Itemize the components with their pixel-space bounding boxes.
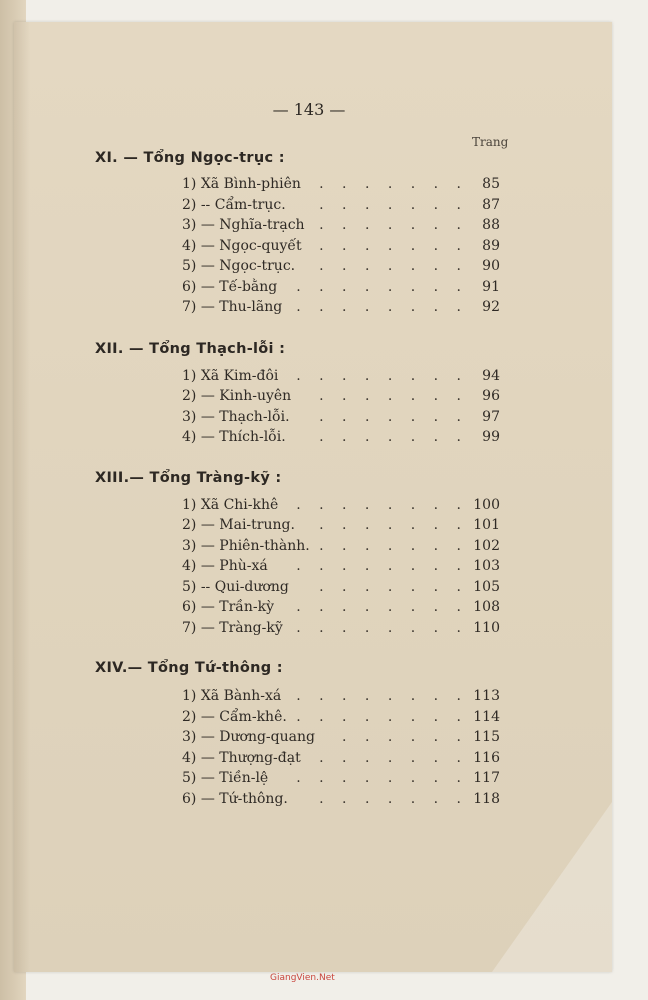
toc-entry [182,729,502,749]
toc-entry [182,299,502,319]
entry-label: 2) -- Cẩm-trục. [182,197,286,213]
watermark-link[interactable]: GiangVien.Net [270,973,335,983]
leader-dots: . . . . . . . [319,388,468,404]
toc-entry [182,599,502,619]
entry-label: 5) — Ngọc-trục. [182,258,296,274]
entry-page: 89 [482,238,500,254]
toc-entry [182,517,502,537]
toc-entry [182,558,502,578]
leader-dots: . . . . . . . [319,176,468,192]
entry-label: 5) — Tiền-lệ [182,770,269,786]
leader-dots: . . . . . . . [319,750,468,766]
section-heading-xiv: XIV.— Tổng Tứ-thông : [95,660,283,676]
page-number: — 143 — [272,100,346,119]
entry-page: 117 [473,770,500,786]
page-gutter-shadow [14,22,30,972]
entry-label: 7) — Thu-lãng [182,299,283,315]
page-column-label: Trang [472,135,509,149]
section-heading-xiii: XIII.— Tổng Tràng-kỹ : [95,470,282,486]
section-heading-xii: XII. — Tổng Thạch-lỗi : [95,341,286,357]
entry-label: 1) Xã Bình-phiên [182,176,301,192]
leader-dots: . . . . . . . . [296,770,468,786]
leader-dots: . . . . . . . . [296,368,468,384]
entry-page: 92 [482,299,500,315]
entry-page: 105 [473,579,500,595]
toc-entry [182,258,502,278]
leader-dots: . . . . . . . [319,258,468,274]
leader-dots: . . . . . . . . [296,620,468,636]
entry-label: 4) — Thích-lỗi. [182,429,286,445]
entry-page: 100 [473,497,500,513]
entry-page: 103 [473,558,500,574]
entry-page: 90 [482,258,500,274]
entry-page: 96 [482,388,500,404]
leader-dots: . . . . . . . . [296,709,468,725]
entry-label: 4) — Thượng-đạt [182,750,301,766]
toc-entry [182,238,502,258]
page-corner-fade [492,802,612,972]
leader-dots: . . . . . . . . [296,497,468,513]
leader-dots: . . . . . . . . [296,558,468,574]
leader-dots: . . . . . . . [319,238,468,254]
entry-label: 4) — Phù-xá [182,558,268,574]
leader-dots: . . . . . . . . [296,279,468,295]
toc-entry [182,791,502,811]
entry-label: 3) — Dương-quang [182,729,315,745]
entry-page: 85 [482,176,500,192]
toc-entry [182,620,502,640]
leader-dots: . . . . . . [342,729,468,745]
toc-entry [182,368,502,388]
entry-label: 6) — Tứ-thông. [182,791,288,807]
entry-page: 87 [482,197,500,213]
leader-dots: . . . . . . . . [296,688,468,704]
toc-entry [182,409,502,429]
toc-entry [182,750,502,770]
entry-page: 99 [482,429,500,445]
section-heading-xi: XI. — Tổng Ngọc-trục : [95,150,285,166]
leader-dots: . . . . . . . [319,579,468,595]
entry-label: 3) — Thạch-lỗi. [182,409,290,425]
leader-dots: . . . . . . . . [296,299,468,315]
entry-label: 6) — Trần-kỳ [182,599,275,615]
toc-entry [182,388,502,408]
toc-entry [182,217,502,237]
toc-entry [182,497,502,517]
leader-dots: . . . . . . . [319,217,468,233]
entry-label: 2) — Mai-trung. [182,517,295,533]
entry-label: 4) — Ngọc-quyết [182,238,302,254]
toc-entry [182,709,502,729]
toc-entry [182,770,502,790]
entry-page: 91 [482,279,500,295]
toc-entry [182,688,502,708]
entry-page: 108 [473,599,500,615]
entry-label: 6) — Tế-bằng [182,279,278,295]
entry-label: 1) Xã Chi-khê [182,497,279,513]
entry-page: 97 [482,409,500,425]
toc-entry [182,538,502,558]
leader-dots: . . . . . . . [319,197,468,213]
toc-entry [182,197,502,217]
entry-page: 116 [473,750,500,766]
entry-page: 102 [473,538,500,554]
entry-page: 114 [473,709,500,725]
entry-label: 2) — Cẩm-khê. [182,709,287,725]
entry-page: 115 [473,729,500,745]
leader-dots: . . . . . . . [319,538,468,554]
leader-dots: . . . . . . . [319,429,468,445]
entry-page: 101 [473,517,500,533]
leader-dots: . . . . . . . [319,517,468,533]
entry-page: 118 [473,791,500,807]
entry-label: 1) Xã Kim-đôi [182,368,279,384]
leader-dots: . . . . . . . [319,791,468,807]
entry-page: 113 [473,688,500,704]
leader-dots: . . . . . . . [319,409,468,425]
toc-entry [182,429,502,449]
entry-label: 3) — Phiên-thành. [182,538,310,554]
toc-entry [182,579,502,599]
entry-label: 7) — Tràng-kỹ [182,620,283,636]
entry-page: 94 [482,368,500,384]
entry-page: 110 [473,620,500,636]
toc-entry [182,176,502,196]
leader-dots: . . . . . . . . [296,599,468,615]
entry-label: 1) Xã Bành-xá [182,688,282,704]
entry-label: 5) -- Qui-dương [182,579,289,595]
entry-label: 2) — Kinh-uyên [182,388,292,404]
entry-label: 3) — Nghĩa-trạch [182,217,305,233]
toc-entry [182,279,502,299]
entry-page: 88 [482,217,500,233]
